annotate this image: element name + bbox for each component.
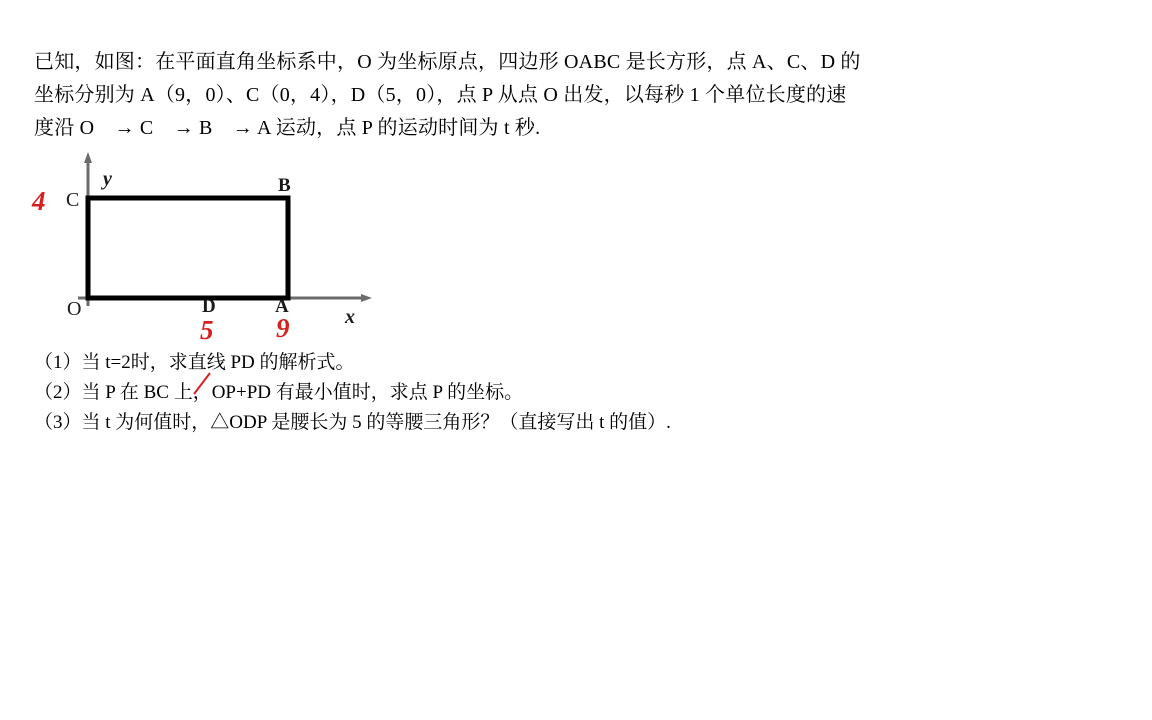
question-2: （2）当 P 在 BC 上，OP+PD 有最小值时，求点 P 的坐标。 <box>34 382 524 403</box>
x-axis-label: x <box>345 306 355 328</box>
figure-svg <box>30 148 430 348</box>
point-label-b: B <box>278 175 291 196</box>
point-label-c: C <box>66 189 80 211</box>
rectangle-oabc <box>88 198 288 298</box>
x-axis-arrow-icon <box>361 294 372 302</box>
problem-statement <box>34 46 962 145</box>
questions-list <box>34 348 934 438</box>
point-label-origin: O <box>67 298 82 320</box>
statement-line-1: 已知，如图：在平面直角坐标系中，O 为坐标原点，四边形 OABC 是长方形，点 A、C、D 的 <box>34 51 861 73</box>
coordinate-figure <box>30 148 430 348</box>
point-label-d: D <box>202 296 216 317</box>
question-1: （1）当 t=2时，求直线 PD 的解析式。 <box>34 352 355 373</box>
annotation-oa-length: 9 <box>276 313 290 343</box>
point-label-a: A <box>275 296 289 317</box>
statement-line-3: 度沿 O → C → B → A 运动，点 P 的运动时间为 t 秒. <box>34 117 541 139</box>
statement-line-2: 坐标分别为 A（9，0）、C（0，4），D（5，0），点 P 从点 O 出发，以每秒 1 个单位长度的速 <box>34 84 847 106</box>
annotation-od-length: 5 <box>200 315 214 345</box>
annotation-oc-length: 4 <box>32 186 46 216</box>
y-axis-label: y <box>103 168 112 190</box>
y-axis-arrow-icon <box>84 152 92 163</box>
question-3: （3）当 t 为何值时，△ODP 是腰长为 5 的等腰三角形？（直接写出 t 的值）. <box>34 412 671 433</box>
